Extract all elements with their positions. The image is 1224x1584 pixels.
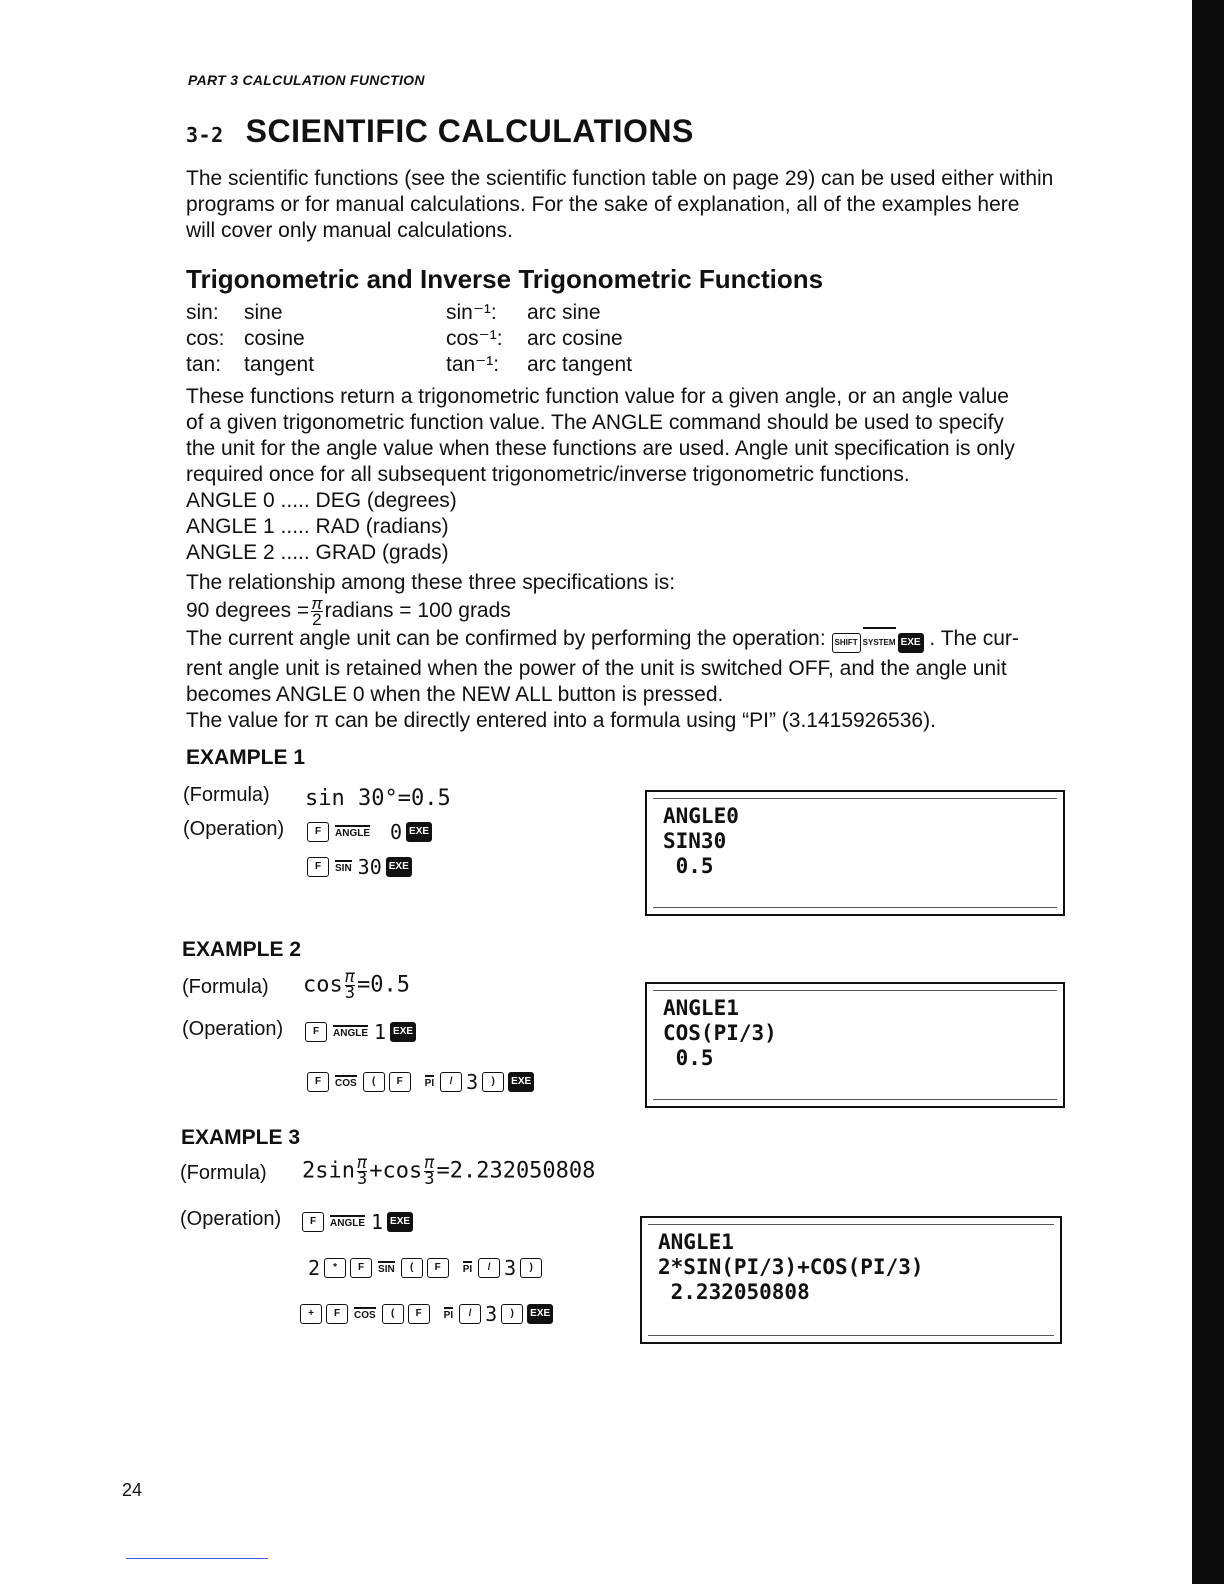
exe-key-icon: EXE <box>387 1212 413 1232</box>
intro-line: will cover only manual calculations. <box>186 219 513 242</box>
cos-key-label: COS <box>335 1075 357 1089</box>
plus-key-icon: + <box>300 1304 322 1324</box>
formula-label: (Formula) <box>182 976 269 998</box>
section-number: 3-2 <box>186 123 224 147</box>
confirm-line: The current angle unit can be confirmed by performing the operation: SHIFT SYSTEM EXE . The cur- <box>186 626 1019 656</box>
section-heading: Trigonometric and Inverse Trigonometric Functions <box>186 264 824 294</box>
angle-key-label: ANGLE <box>335 825 370 839</box>
pi-key-label: PI <box>463 1261 472 1275</box>
shift-key-icon: SHIFT <box>832 633 861 653</box>
operation-label: (Operation) <box>183 818 285 840</box>
f-key-icon: F <box>427 1258 449 1278</box>
exe-key-icon: EXE <box>527 1304 553 1324</box>
f-key-icon: F <box>307 1072 329 1092</box>
example-3-title: EXAMPLE 3 <box>181 1126 301 1149</box>
footer-rule <box>126 1558 268 1559</box>
example-2-operation-2: F COS ( F PI / 3 ) EXE <box>307 1070 534 1094</box>
exe-key-icon: EXE <box>406 822 432 842</box>
operation-label: (Operation) <box>182 1018 284 1040</box>
pi-key-label: PI <box>444 1307 453 1321</box>
relationship-equation: 90 degrees = $\frac{\pi}{2}$ radians = 100 grads <box>186 594 511 629</box>
section-title: SCIENTIFIC CALCULATIONS <box>245 113 694 149</box>
f-key-icon: F <box>350 1258 372 1278</box>
example-3-operation-1: F ANGLE 1 EXE <box>302 1210 413 1234</box>
example-3-operation-2: 2 * F SIN ( F PI / 3 ) <box>308 1256 542 1280</box>
example-1-operation-1: F ANGLE 0 EXE <box>307 820 432 844</box>
example-1-title: EXAMPLE 1 <box>186 746 306 769</box>
description-paragraph: These functions return a trigonometric function value for a given angle, or an angle value of a given trigonometric function value. The ANGLE command should be used to specify the unit for the angle value when these functions are used. Angle unit specification is only required once for all subsequent trigonometric/inverse trigonometric functions. ANGLE 0 ..... DEG (degrees) ANGLE 1 ..... RAD (radians) ANGLE 2 ..... GRAD (grads) The relationship among these three specifications is: 90 degrees = $\frac{\pi}{2}$ radians = 100 grads The current angle unit can be confirmed by performing the operation: SHIFT SYSTEM EXE . The cur- rent angle unit is retained when the power of the unit is switched OFF, and the angle unit becomes ANGLE 0 when the NEW ALL button is pressed. The value for π can be directly entered into a formula using “PI” (3.1415926536). <box>186 385 1019 732</box>
page-edge-bar <box>1192 0 1224 1584</box>
exe-key-icon: EXE <box>386 857 412 877</box>
cos-key-label: COS <box>354 1307 376 1321</box>
example-2-title: EXAMPLE 2 <box>182 938 302 961</box>
lparen-key-icon: ( <box>382 1304 404 1324</box>
slash-key-icon: / <box>478 1258 500 1278</box>
example-3-formula: 2sin $\frac{\pi}{3}$ +cos $\frac{\pi}{3}$ =2.232050808 <box>302 1153 596 1189</box>
rparen-key-icon: ) <box>482 1072 504 1092</box>
formula-label: (Formula) <box>183 784 270 806</box>
intro-paragraph <box>186 166 1053 244</box>
exe-key-icon: EXE <box>508 1072 534 1092</box>
pi-key-label: PI <box>425 1075 434 1089</box>
system-key-label: SYSTEM <box>863 627 896 656</box>
pi-note: The value for π can be directly entered into a formula using “PI” (3.1415926536). <box>186 709 936 732</box>
angle-spec: ANGLE 1 ..... RAD (radians) <box>186 515 449 538</box>
page-number: 24 <box>122 1480 143 1500</box>
f-key-icon: F <box>305 1022 327 1042</box>
f-key-icon: F <box>307 822 329 842</box>
angle-spec: ANGLE 0 ..... DEG (degrees) <box>186 489 457 512</box>
example-3-operation-3: + F COS ( F PI / 3 ) EXE <box>300 1302 553 1326</box>
lparen-key-icon: ( <box>401 1258 423 1278</box>
angle-key-label: ANGLE <box>333 1025 368 1039</box>
angle-spec: ANGLE 2 ..... GRAD (grads) <box>186 541 449 564</box>
sin-key-label: SIN <box>378 1261 395 1275</box>
f-key-icon: F <box>302 1212 324 1232</box>
example-2-operation-1: F ANGLE 1 EXE <box>305 1020 416 1044</box>
exe-key-icon: EXE <box>390 1022 416 1042</box>
intro-line: The scientific functions (see the scientific function table on page 29) can be used either within <box>186 167 1054 190</box>
page-title <box>186 113 694 150</box>
intro-line: programs or for manual calculations. For the sake of explanation, all of the examples here <box>186 193 1020 216</box>
f-key-icon: F <box>307 857 329 877</box>
example-1-operation-2: F SIN 30 EXE <box>307 855 412 879</box>
running-header: PART 3 CALCULATION FUNCTION <box>188 72 425 88</box>
sin-key-label: SIN <box>335 860 352 874</box>
rparen-key-icon: ) <box>520 1258 542 1278</box>
angle-key-label: ANGLE <box>330 1215 365 1229</box>
lparen-key-icon: ( <box>363 1072 385 1092</box>
example-1-formula: sin 30°=0.5 <box>305 786 451 811</box>
f-key-icon: F <box>326 1304 348 1324</box>
slash-key-icon: / <box>440 1072 462 1092</box>
example-3-display: ANGLE1 2*SIN(PI/3)+COS(PI/3) 2.232050808 <box>640 1216 1062 1344</box>
operation-label: (Operation) <box>180 1208 282 1230</box>
formula-label: (Formula) <box>180 1162 267 1184</box>
exe-key-icon: EXE <box>898 633 924 653</box>
example-1-display: ANGLE0 SIN30 0.5 <box>645 790 1065 916</box>
times-key-icon: * <box>324 1258 346 1278</box>
f-key-icon: F <box>408 1304 430 1324</box>
slash-key-icon: / <box>459 1304 481 1324</box>
rparen-key-icon: ) <box>501 1304 523 1324</box>
example-2-display: ANGLE1 COS(PI/3) 0.5 <box>645 982 1065 1108</box>
example-2-formula: cos $\frac{\pi}{3}$ =0.5 <box>303 967 410 1003</box>
f-key-icon: F <box>389 1072 411 1092</box>
